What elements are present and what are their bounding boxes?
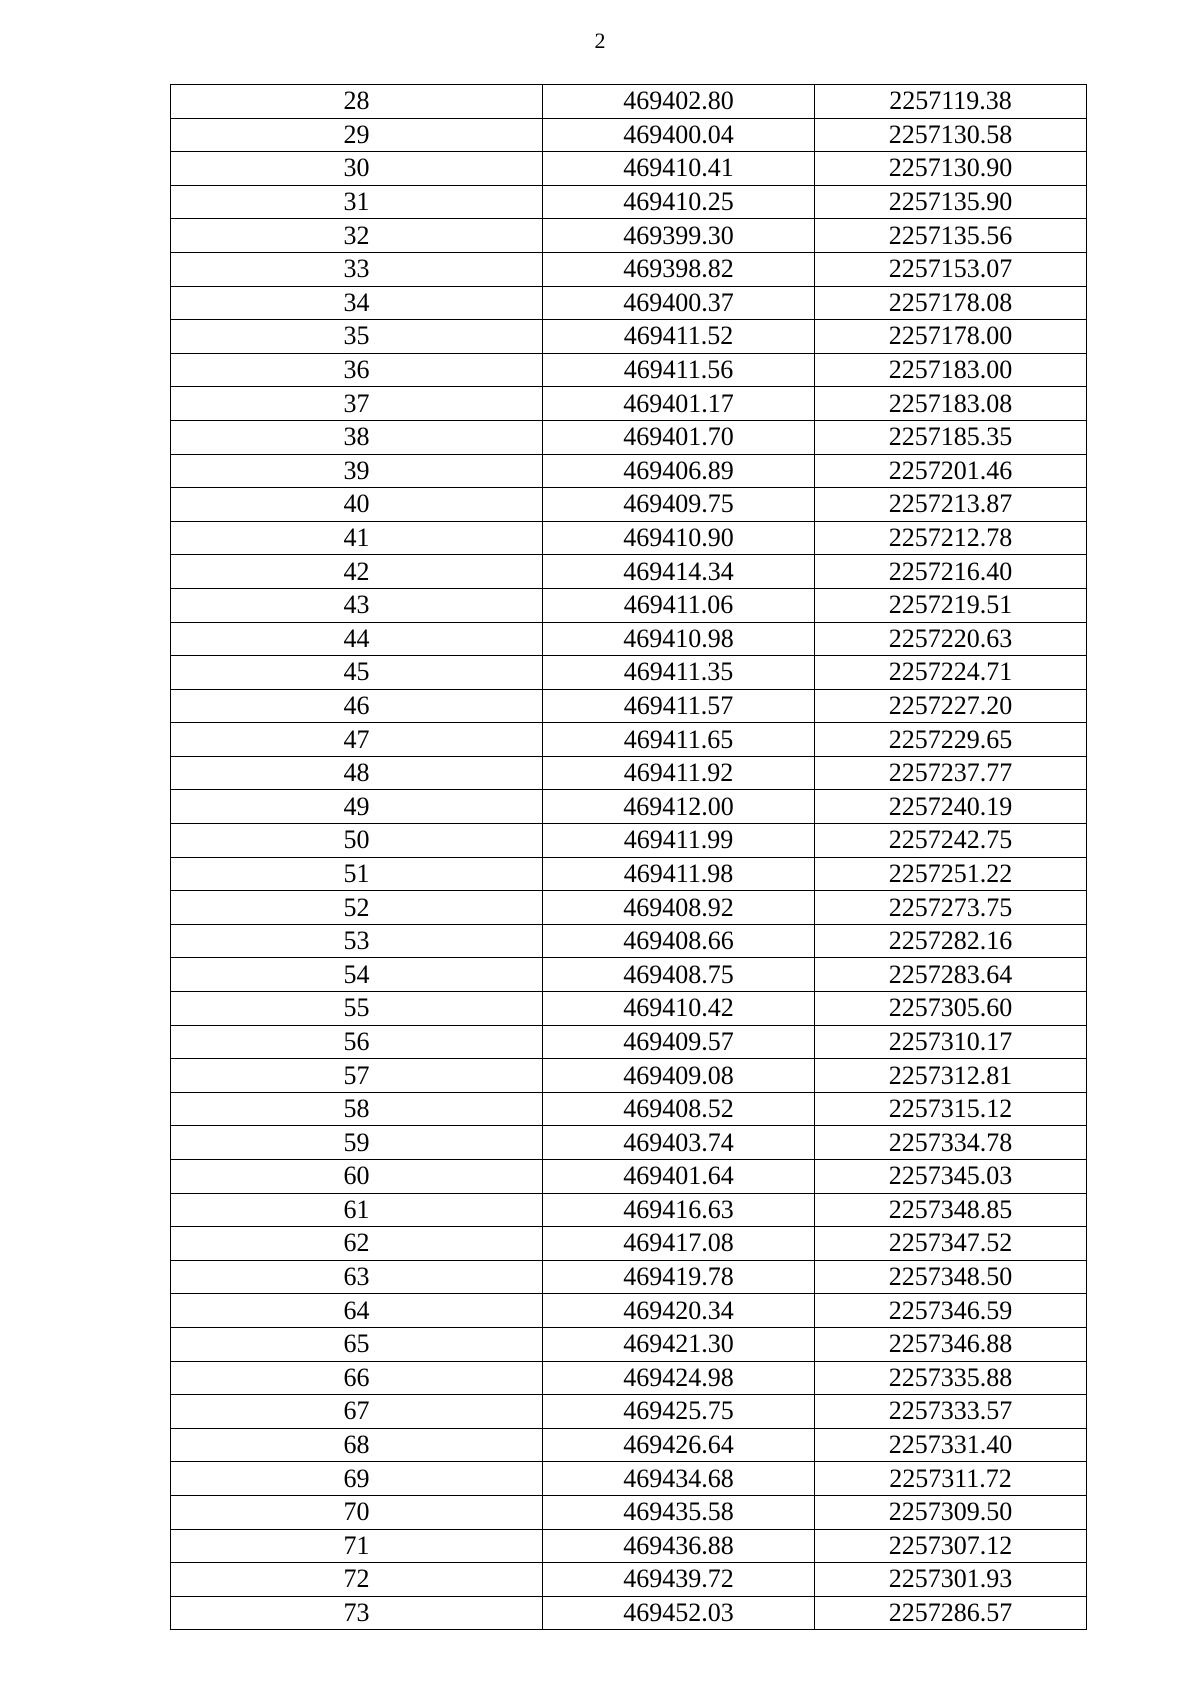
y-coordinate-cell: 2257135.90 bbox=[815, 185, 1087, 219]
y-coordinate-cell: 2257130.90 bbox=[815, 152, 1087, 186]
y-coordinate-cell: 2257286.57 bbox=[815, 1596, 1087, 1630]
point-number-cell: 51 bbox=[171, 857, 543, 891]
point-number-cell: 55 bbox=[171, 992, 543, 1026]
x-coordinate-cell: 469411.65 bbox=[543, 723, 815, 757]
table-row bbox=[171, 1462, 1087, 1496]
y-coordinate-cell: 2257346.88 bbox=[815, 1327, 1087, 1361]
y-coordinate-cell: 2257348.85 bbox=[815, 1193, 1087, 1227]
x-coordinate-cell: 469408.75 bbox=[543, 958, 815, 992]
y-coordinate-cell: 2257185.35 bbox=[815, 420, 1087, 454]
table-row bbox=[171, 1428, 1087, 1462]
point-number-cell: 47 bbox=[171, 723, 543, 757]
table-row bbox=[171, 152, 1087, 186]
table-row bbox=[171, 1395, 1087, 1429]
x-coordinate-cell: 469411.57 bbox=[543, 689, 815, 723]
table-row bbox=[171, 1126, 1087, 1160]
table-row bbox=[171, 756, 1087, 790]
x-coordinate-cell: 469401.64 bbox=[543, 1160, 815, 1194]
y-coordinate-cell: 2257229.65 bbox=[815, 723, 1087, 757]
point-number-cell: 33 bbox=[171, 252, 543, 286]
point-number-cell: 64 bbox=[171, 1294, 543, 1328]
x-coordinate-cell: 469434.68 bbox=[543, 1462, 815, 1496]
x-coordinate-cell: 469411.92 bbox=[543, 756, 815, 790]
table-row bbox=[171, 790, 1087, 824]
x-coordinate-cell: 469416.63 bbox=[543, 1193, 815, 1227]
table-row bbox=[171, 1327, 1087, 1361]
table-row bbox=[171, 857, 1087, 891]
table-row bbox=[171, 286, 1087, 320]
table-row bbox=[171, 1227, 1087, 1261]
point-number-cell: 61 bbox=[171, 1193, 543, 1227]
point-number-cell: 32 bbox=[171, 219, 543, 253]
x-coordinate-cell: 469439.72 bbox=[543, 1563, 815, 1597]
y-coordinate-cell: 2257212.78 bbox=[815, 521, 1087, 555]
table-row bbox=[171, 1160, 1087, 1194]
y-coordinate-cell: 2257220.63 bbox=[815, 622, 1087, 656]
table-row bbox=[171, 420, 1087, 454]
y-coordinate-cell: 2257305.60 bbox=[815, 992, 1087, 1026]
y-coordinate-cell: 2257119.38 bbox=[815, 85, 1087, 119]
x-coordinate-cell: 469420.34 bbox=[543, 1294, 815, 1328]
y-coordinate-cell: 2257237.77 bbox=[815, 756, 1087, 790]
y-coordinate-cell: 2257307.12 bbox=[815, 1529, 1087, 1563]
x-coordinate-cell: 469410.90 bbox=[543, 521, 815, 555]
y-coordinate-cell: 2257333.57 bbox=[815, 1395, 1087, 1429]
x-coordinate-cell: 469401.70 bbox=[543, 420, 815, 454]
table-row bbox=[171, 958, 1087, 992]
y-coordinate-cell: 2257345.03 bbox=[815, 1160, 1087, 1194]
x-coordinate-cell: 469409.75 bbox=[543, 488, 815, 522]
point-number-cell: 46 bbox=[171, 689, 543, 723]
point-number-cell: 67 bbox=[171, 1395, 543, 1429]
table-row bbox=[171, 118, 1087, 152]
point-number-cell: 40 bbox=[171, 488, 543, 522]
x-coordinate-cell: 469410.42 bbox=[543, 992, 815, 1026]
point-number-cell: 39 bbox=[171, 454, 543, 488]
y-coordinate-cell: 2257331.40 bbox=[815, 1428, 1087, 1462]
table-row bbox=[171, 1529, 1087, 1563]
table-row bbox=[171, 320, 1087, 354]
y-coordinate-cell: 2257153.07 bbox=[815, 252, 1087, 286]
y-coordinate-cell: 2257301.93 bbox=[815, 1563, 1087, 1597]
x-coordinate-cell: 469414.34 bbox=[543, 555, 815, 589]
table-row bbox=[171, 992, 1087, 1026]
point-number-cell: 41 bbox=[171, 521, 543, 555]
y-coordinate-cell: 2257130.58 bbox=[815, 118, 1087, 152]
point-number-cell: 34 bbox=[171, 286, 543, 320]
x-coordinate-cell: 469436.88 bbox=[543, 1529, 815, 1563]
x-coordinate-cell: 469411.06 bbox=[543, 588, 815, 622]
x-coordinate-cell: 469408.52 bbox=[543, 1092, 815, 1126]
point-number-cell: 69 bbox=[171, 1462, 543, 1496]
table-row bbox=[171, 1260, 1087, 1294]
x-coordinate-cell: 469419.78 bbox=[543, 1260, 815, 1294]
x-coordinate-cell: 469408.92 bbox=[543, 891, 815, 925]
point-number-cell: 66 bbox=[171, 1361, 543, 1395]
point-number-cell: 57 bbox=[171, 1059, 543, 1093]
point-number-cell: 30 bbox=[171, 152, 543, 186]
y-coordinate-cell: 2257183.08 bbox=[815, 387, 1087, 421]
point-number-cell: 49 bbox=[171, 790, 543, 824]
x-coordinate-cell: 469424.98 bbox=[543, 1361, 815, 1395]
table-row bbox=[171, 622, 1087, 656]
x-coordinate-cell: 469409.57 bbox=[543, 1025, 815, 1059]
y-coordinate-cell: 2257251.22 bbox=[815, 857, 1087, 891]
point-number-cell: 36 bbox=[171, 353, 543, 387]
x-coordinate-cell: 469399.30 bbox=[543, 219, 815, 253]
table-row bbox=[171, 521, 1087, 555]
table-row bbox=[171, 1193, 1087, 1227]
table-row bbox=[171, 1025, 1087, 1059]
x-coordinate-cell: 469410.25 bbox=[543, 185, 815, 219]
y-coordinate-cell: 2257135.56 bbox=[815, 219, 1087, 253]
point-number-cell: 43 bbox=[171, 588, 543, 622]
coordinates-table bbox=[170, 84, 1087, 1630]
x-coordinate-cell: 469411.99 bbox=[543, 824, 815, 858]
y-coordinate-cell: 2257242.75 bbox=[815, 824, 1087, 858]
y-coordinate-cell: 2257213.87 bbox=[815, 488, 1087, 522]
y-coordinate-cell: 2257178.08 bbox=[815, 286, 1087, 320]
point-number-cell: 38 bbox=[171, 420, 543, 454]
x-coordinate-cell: 469401.17 bbox=[543, 387, 815, 421]
y-coordinate-cell: 2257348.50 bbox=[815, 1260, 1087, 1294]
point-number-cell: 70 bbox=[171, 1495, 543, 1529]
x-coordinate-cell: 469411.56 bbox=[543, 353, 815, 387]
coordinates-table-body bbox=[171, 85, 1087, 1630]
y-coordinate-cell: 2257178.00 bbox=[815, 320, 1087, 354]
point-number-cell: 72 bbox=[171, 1563, 543, 1597]
y-coordinate-cell: 2257335.88 bbox=[815, 1361, 1087, 1395]
table-row bbox=[171, 1059, 1087, 1093]
point-number-cell: 73 bbox=[171, 1596, 543, 1630]
y-coordinate-cell: 2257346.59 bbox=[815, 1294, 1087, 1328]
table-row bbox=[171, 353, 1087, 387]
point-number-cell: 45 bbox=[171, 656, 543, 690]
table-row bbox=[171, 1294, 1087, 1328]
x-coordinate-cell: 469435.58 bbox=[543, 1495, 815, 1529]
table-row bbox=[171, 723, 1087, 757]
x-coordinate-cell: 469403.74 bbox=[543, 1126, 815, 1160]
y-coordinate-cell: 2257283.64 bbox=[815, 958, 1087, 992]
x-coordinate-cell: 469402.80 bbox=[543, 85, 815, 119]
y-coordinate-cell: 2257201.46 bbox=[815, 454, 1087, 488]
x-coordinate-cell: 469400.04 bbox=[543, 118, 815, 152]
x-coordinate-cell: 469425.75 bbox=[543, 1395, 815, 1429]
point-number-cell: 53 bbox=[171, 924, 543, 958]
y-coordinate-cell: 2257315.12 bbox=[815, 1092, 1087, 1126]
y-coordinate-cell: 2257282.16 bbox=[815, 924, 1087, 958]
y-coordinate-cell: 2257312.81 bbox=[815, 1059, 1087, 1093]
x-coordinate-cell: 469426.64 bbox=[543, 1428, 815, 1462]
table-row bbox=[171, 387, 1087, 421]
table-row bbox=[171, 891, 1087, 925]
x-coordinate-cell: 469406.89 bbox=[543, 454, 815, 488]
y-coordinate-cell: 2257273.75 bbox=[815, 891, 1087, 925]
table-row bbox=[171, 252, 1087, 286]
table-row bbox=[171, 1495, 1087, 1529]
x-coordinate-cell: 469417.08 bbox=[543, 1227, 815, 1261]
x-coordinate-cell: 469411.98 bbox=[543, 857, 815, 891]
table-row bbox=[171, 185, 1087, 219]
y-coordinate-cell: 2257334.78 bbox=[815, 1126, 1087, 1160]
table-row bbox=[171, 1092, 1087, 1126]
point-number-cell: 31 bbox=[171, 185, 543, 219]
x-coordinate-cell: 469400.37 bbox=[543, 286, 815, 320]
y-coordinate-cell: 2257311.72 bbox=[815, 1462, 1087, 1496]
point-number-cell: 59 bbox=[171, 1126, 543, 1160]
point-number-cell: 37 bbox=[171, 387, 543, 421]
y-coordinate-cell: 2257227.20 bbox=[815, 689, 1087, 723]
x-coordinate-cell: 469408.66 bbox=[543, 924, 815, 958]
x-coordinate-cell: 469410.41 bbox=[543, 152, 815, 186]
point-number-cell: 44 bbox=[171, 622, 543, 656]
page-number: 2 bbox=[594, 28, 606, 53]
table-row bbox=[171, 588, 1087, 622]
y-coordinate-cell: 2257224.71 bbox=[815, 656, 1087, 690]
y-coordinate-cell: 2257219.51 bbox=[815, 588, 1087, 622]
y-coordinate-cell: 2257240.19 bbox=[815, 790, 1087, 824]
point-number-cell: 52 bbox=[171, 891, 543, 925]
table-row bbox=[171, 1361, 1087, 1395]
point-number-cell: 29 bbox=[171, 118, 543, 152]
point-number-cell: 28 bbox=[171, 85, 543, 119]
y-coordinate-cell: 2257347.52 bbox=[815, 1227, 1087, 1261]
x-coordinate-cell: 469411.35 bbox=[543, 656, 815, 690]
x-coordinate-cell: 469409.08 bbox=[543, 1059, 815, 1093]
x-coordinate-cell: 469421.30 bbox=[543, 1327, 815, 1361]
y-coordinate-cell: 2257216.40 bbox=[815, 555, 1087, 589]
point-number-cell: 42 bbox=[171, 555, 543, 589]
point-number-cell: 62 bbox=[171, 1227, 543, 1261]
point-number-cell: 58 bbox=[171, 1092, 543, 1126]
x-coordinate-cell: 469412.00 bbox=[543, 790, 815, 824]
y-coordinate-cell: 2257309.50 bbox=[815, 1495, 1087, 1529]
table-row bbox=[171, 219, 1087, 253]
x-coordinate-cell: 469452.03 bbox=[543, 1596, 815, 1630]
point-number-cell: 71 bbox=[171, 1529, 543, 1563]
table-row bbox=[171, 488, 1087, 522]
point-number-cell: 68 bbox=[171, 1428, 543, 1462]
point-number-cell: 35 bbox=[171, 320, 543, 354]
table-row bbox=[171, 454, 1087, 488]
table-row bbox=[171, 85, 1087, 119]
y-coordinate-cell: 2257183.00 bbox=[815, 353, 1087, 387]
table-row bbox=[171, 924, 1087, 958]
table-row bbox=[171, 1563, 1087, 1597]
x-coordinate-cell: 469410.98 bbox=[543, 622, 815, 656]
point-number-cell: 50 bbox=[171, 824, 543, 858]
point-number-cell: 63 bbox=[171, 1260, 543, 1294]
point-number-cell: 54 bbox=[171, 958, 543, 992]
table-row bbox=[171, 824, 1087, 858]
y-coordinate-cell: 2257310.17 bbox=[815, 1025, 1087, 1059]
point-number-cell: 60 bbox=[171, 1160, 543, 1194]
point-number-cell: 65 bbox=[171, 1327, 543, 1361]
x-coordinate-cell: 469411.52 bbox=[543, 320, 815, 354]
point-number-cell: 48 bbox=[171, 756, 543, 790]
table-row bbox=[171, 555, 1087, 589]
table-row bbox=[171, 1596, 1087, 1630]
table-row bbox=[171, 689, 1087, 723]
point-number-cell: 56 bbox=[171, 1025, 543, 1059]
x-coordinate-cell: 469398.82 bbox=[543, 252, 815, 286]
table-row bbox=[171, 656, 1087, 690]
